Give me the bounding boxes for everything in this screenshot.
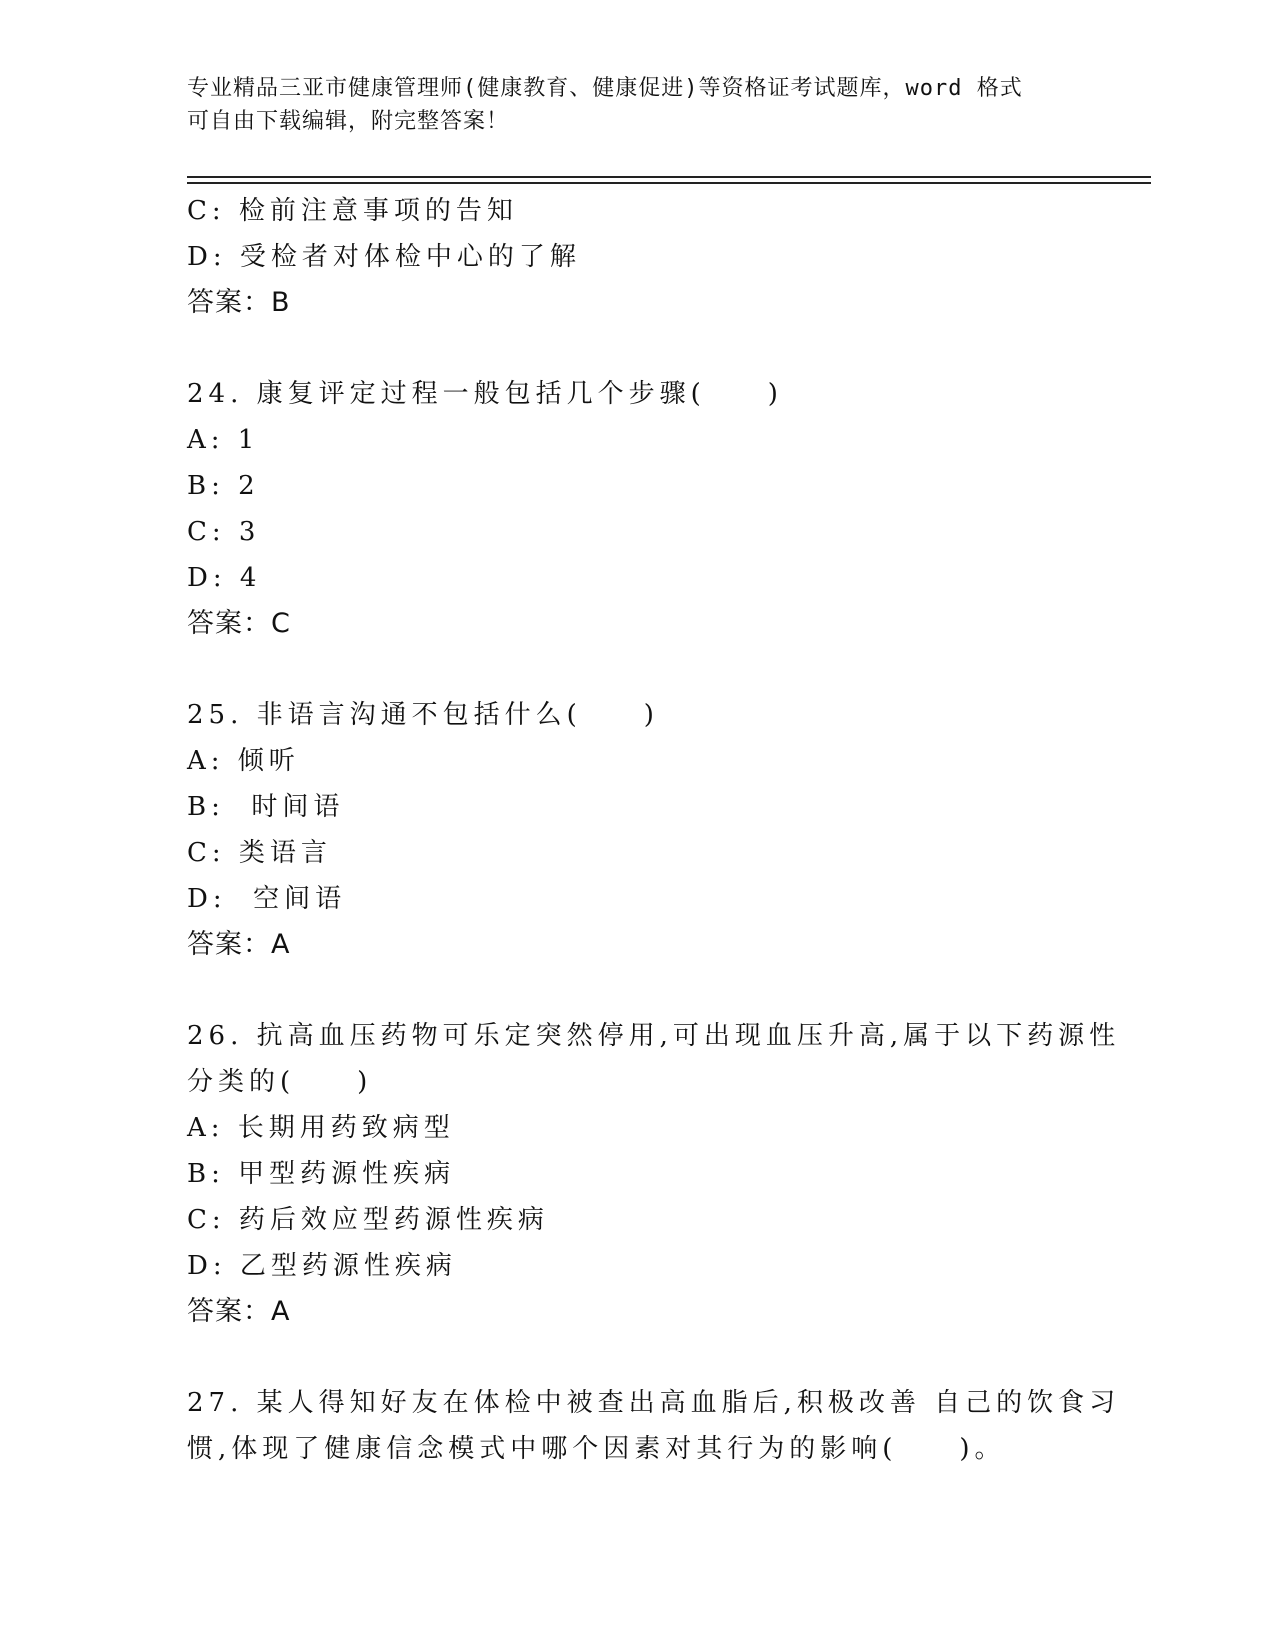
question-block-23-tail: [187, 188, 1087, 326]
option-b: B: 2: [187, 471, 260, 501]
document-header: [187, 72, 1087, 138]
question-text: 24. 康复评定过程一般包括几个步骤( ): [187, 379, 783, 409]
option-d: D: 4: [187, 563, 262, 593]
option-c: C: 检前注意事项的告知: [187, 196, 518, 226]
option-a: A: 倾听: [187, 746, 300, 776]
question-text-line-2: 分类的( ): [187, 1067, 373, 1097]
option-d: D: 受检者对体检中心的了解: [187, 242, 581, 272]
header-divider-bottom: [187, 182, 1151, 184]
question-block-24: [187, 371, 1087, 647]
header-line-1: 专业精品三亚市健康管理师(健康教育、健康促进)等资格证考试题库，word 格式: [187, 76, 1023, 101]
header-line-2: 可自由下载编辑，附完整答案！: [187, 109, 510, 134]
option-c: C: 类语言: [187, 838, 332, 868]
spacer: [187, 1335, 1087, 1380]
option-b: B: 甲型药源性疾病: [187, 1159, 456, 1189]
answer-line: 答案：C: [187, 608, 291, 639]
question-text-line-1: 26. 抗高血压药物可乐定突然停用,可出现血压升高,属于以下药源性: [187, 1021, 1121, 1051]
option-c: C: 3: [187, 517, 261, 547]
option-a: A: 长期用药致病型: [187, 1113, 455, 1143]
option-c: C: 药后效应型药源性疾病: [187, 1205, 549, 1235]
question-text-line-1: 27. 某人得知好友在体检中被查出高血脂后,积极改善 自己的饮食习: [187, 1388, 1121, 1418]
answer-line: 答案：A: [187, 1296, 291, 1327]
question-text-line-2: 惯,体现了健康信念模式中哪个因素对其行为的影响( )。: [187, 1434, 1006, 1464]
spacer: [187, 326, 1087, 371]
answer-line: 答案：A: [187, 929, 291, 960]
option-a: A: 1: [187, 425, 260, 455]
question-list: [187, 188, 1121, 1472]
spacer: [187, 647, 1087, 692]
question-block-26: [187, 1013, 1121, 1335]
question-block-25: [187, 692, 1087, 968]
option-b: B: 时间语: [187, 792, 345, 822]
question-block-27: [187, 1380, 1121, 1472]
option-d: D: 乙型药源性疾病: [187, 1251, 457, 1281]
option-d: D: 空间语: [187, 884, 347, 914]
header-divider-top: [187, 176, 1151, 178]
question-text: 25. 非语言沟通不包括什么( ): [187, 700, 659, 730]
answer-line: 答案：B: [187, 287, 291, 318]
spacer: [187, 968, 1087, 1013]
